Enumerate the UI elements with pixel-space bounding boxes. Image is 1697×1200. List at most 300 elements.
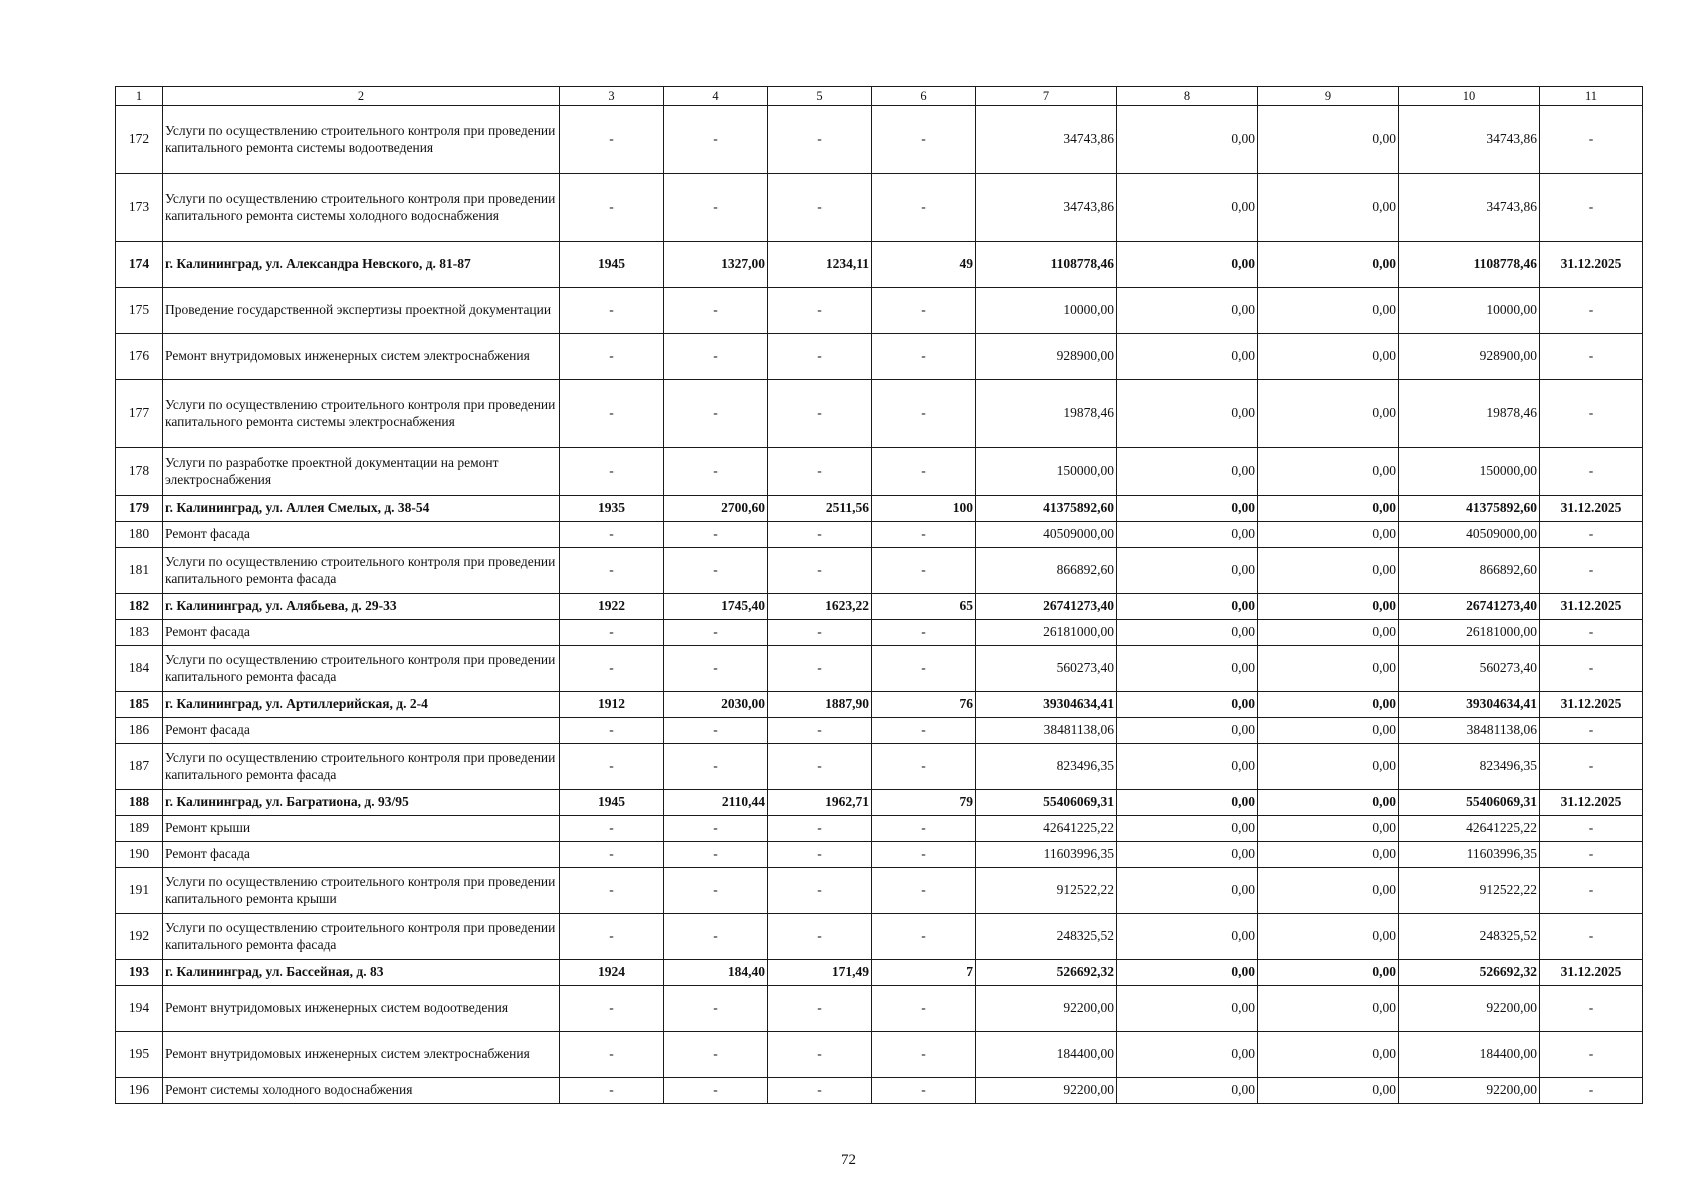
cell-row-number: 178 <box>116 448 163 496</box>
cell-row-number: 183 <box>116 620 163 646</box>
cell-residents-count: - <box>872 620 976 646</box>
cell-year-built: - <box>560 334 664 380</box>
cell-living-area: - <box>768 842 872 868</box>
cell-year-built: - <box>560 288 664 334</box>
cell-living-area: 1623,22 <box>768 594 872 620</box>
table-row <box>116 522 1643 548</box>
cell-residents-count: - <box>872 842 976 868</box>
header-cell-7: 7 <box>976 87 1117 106</box>
cell-row-description: г. Калининград, ул. Багратиона, д. 93/95 <box>163 790 560 816</box>
cell-living-area: - <box>768 1078 872 1104</box>
table-row <box>116 744 1643 790</box>
cell-cost-col-8: 0,00 <box>1117 380 1258 448</box>
cell-total-cost: 26181000,00 <box>976 620 1117 646</box>
cell-total-cost: 560273,40 <box>976 646 1117 692</box>
cell-living-area: - <box>768 620 872 646</box>
cell-total-cost: 526692,32 <box>976 960 1117 986</box>
cell-cost-col-8: 0,00 <box>1117 986 1258 1032</box>
cell-completion-date: - <box>1540 548 1643 594</box>
cell-year-built: - <box>560 842 664 868</box>
cell-living-area: - <box>768 868 872 914</box>
cell-completion-date: - <box>1540 106 1643 174</box>
cell-cost-col-8: 0,00 <box>1117 496 1258 522</box>
cell-residents-count: - <box>872 718 976 744</box>
cell-row-description: Услуги по осуществлению строительного контроля при проведении капитального ремонта фасада <box>163 914 560 960</box>
data-table <box>115 86 1643 1104</box>
cell-completion-date: - <box>1540 816 1643 842</box>
cell-cost-col-10: 41375892,60 <box>1399 496 1540 522</box>
cell-cost-col-9: 0,00 <box>1258 718 1399 744</box>
cell-total-area: - <box>664 914 768 960</box>
cell-total-cost: 41375892,60 <box>976 496 1117 522</box>
cell-cost-col-8: 0,00 <box>1117 448 1258 496</box>
cell-cost-col-8: 0,00 <box>1117 548 1258 594</box>
cell-total-area: - <box>664 868 768 914</box>
cell-year-built: - <box>560 174 664 242</box>
cell-cost-col-10: 38481138,06 <box>1399 718 1540 744</box>
header-cell-11: 11 <box>1540 87 1643 106</box>
cell-row-number: 179 <box>116 496 163 522</box>
cell-total-area: - <box>664 744 768 790</box>
cell-year-built: - <box>560 914 664 960</box>
cell-completion-date: - <box>1540 174 1643 242</box>
cell-completion-date: - <box>1540 914 1643 960</box>
table-row <box>116 1032 1643 1078</box>
cell-row-description: Ремонт внутридомовых инженерных систем электроснабжения <box>163 334 560 380</box>
cell-row-description: г. Калининград, ул. Алябьева, д. 29-33 <box>163 594 560 620</box>
cell-living-area: - <box>768 288 872 334</box>
cell-row-description: Услуги по осуществлению строительного контроля при проведении капитального ремонта фасада <box>163 646 560 692</box>
cell-cost-col-9: 0,00 <box>1258 646 1399 692</box>
cell-living-area: - <box>768 744 872 790</box>
cell-living-area: - <box>768 816 872 842</box>
table-row <box>116 646 1643 692</box>
cell-total-cost: 184400,00 <box>976 1032 1117 1078</box>
cell-row-description: г. Калининград, ул. Бассейная, д. 83 <box>163 960 560 986</box>
cell-year-built: - <box>560 718 664 744</box>
cell-completion-date: 31.12.2025 <box>1540 594 1643 620</box>
cell-completion-date: 31.12.2025 <box>1540 790 1643 816</box>
cell-cost-col-9: 0,00 <box>1258 174 1399 242</box>
cell-row-description: г. Калининград, ул. Аллея Смелых, д. 38-54 <box>163 496 560 522</box>
cell-cost-col-8: 0,00 <box>1117 1032 1258 1078</box>
cell-cost-col-9: 0,00 <box>1258 106 1399 174</box>
table-row-address <box>116 790 1643 816</box>
cell-row-number: 188 <box>116 790 163 816</box>
cell-cost-col-10: 92200,00 <box>1399 986 1540 1032</box>
cell-row-description: Ремонт фасада <box>163 522 560 548</box>
cell-total-area: 1327,00 <box>664 242 768 288</box>
cell-living-area: - <box>768 522 872 548</box>
cell-row-number: 177 <box>116 380 163 448</box>
cell-total-area: - <box>664 986 768 1032</box>
cell-cost-col-10: 10000,00 <box>1399 288 1540 334</box>
cell-year-built: - <box>560 986 664 1032</box>
table-row-address <box>116 960 1643 986</box>
cell-cost-col-10: 823496,35 <box>1399 744 1540 790</box>
cell-cost-col-9: 0,00 <box>1258 790 1399 816</box>
cell-total-cost: 92200,00 <box>976 986 1117 1032</box>
cell-total-cost: 42641225,22 <box>976 816 1117 842</box>
cell-residents-count: - <box>872 868 976 914</box>
cell-row-number: 186 <box>116 718 163 744</box>
cell-residents-count: - <box>872 1032 976 1078</box>
cell-row-description: Ремонт фасада <box>163 842 560 868</box>
cell-completion-date: - <box>1540 1078 1643 1104</box>
cell-row-number: 194 <box>116 986 163 1032</box>
cell-completion-date: - <box>1540 718 1643 744</box>
cell-total-cost: 40509000,00 <box>976 522 1117 548</box>
cell-cost-col-8: 0,00 <box>1117 242 1258 288</box>
cell-completion-date: - <box>1540 986 1643 1032</box>
cell-completion-date: - <box>1540 288 1643 334</box>
cell-living-area: - <box>768 106 872 174</box>
cell-cost-col-8: 0,00 <box>1117 718 1258 744</box>
cell-total-cost: 248325,52 <box>976 914 1117 960</box>
cell-total-area: - <box>664 1078 768 1104</box>
cell-row-number: 189 <box>116 816 163 842</box>
header-cell-9: 9 <box>1258 87 1399 106</box>
cell-cost-col-9: 0,00 <box>1258 288 1399 334</box>
cell-cost-col-8: 0,00 <box>1117 868 1258 914</box>
cell-row-description: Проведение государственной экспертизы проектной документации <box>163 288 560 334</box>
table-row <box>116 816 1643 842</box>
cell-residents-count: - <box>872 816 976 842</box>
table-row-address <box>116 594 1643 620</box>
cell-cost-col-9: 0,00 <box>1258 522 1399 548</box>
cell-row-description: Услуги по осуществлению строительного контроля при проведении капитального ремонта системы водоотведения <box>163 106 560 174</box>
header-cell-8: 8 <box>1117 87 1258 106</box>
cell-year-built: 1945 <box>560 790 664 816</box>
cell-cost-col-10: 34743,86 <box>1399 106 1540 174</box>
cell-residents-count: - <box>872 174 976 242</box>
cell-completion-date: 31.12.2025 <box>1540 960 1643 986</box>
cell-row-number: 174 <box>116 242 163 288</box>
cell-total-area: - <box>664 106 768 174</box>
cell-total-cost: 26741273,40 <box>976 594 1117 620</box>
cell-living-area: 2511,56 <box>768 496 872 522</box>
cell-row-number: 192 <box>116 914 163 960</box>
cell-cost-col-9: 0,00 <box>1258 1032 1399 1078</box>
cell-year-built: - <box>560 548 664 594</box>
cell-living-area: 1887,90 <box>768 692 872 718</box>
cell-total-area: - <box>664 174 768 242</box>
cell-cost-col-8: 0,00 <box>1117 288 1258 334</box>
table-row-address <box>116 496 1643 522</box>
cell-total-area: 1745,40 <box>664 594 768 620</box>
header-cell-3: 3 <box>560 87 664 106</box>
cell-year-built: - <box>560 1032 664 1078</box>
cell-total-cost: 928900,00 <box>976 334 1117 380</box>
cell-cost-col-8: 0,00 <box>1117 522 1258 548</box>
table-row <box>116 914 1643 960</box>
cell-residents-count: - <box>872 548 976 594</box>
cell-row-description: г. Калининград, ул. Александра Невского, д. 81-87 <box>163 242 560 288</box>
cell-cost-col-8: 0,00 <box>1117 646 1258 692</box>
cell-cost-col-8: 0,00 <box>1117 790 1258 816</box>
cell-cost-col-9: 0,00 <box>1258 692 1399 718</box>
cell-completion-date: - <box>1540 1032 1643 1078</box>
cell-total-cost: 11603996,35 <box>976 842 1117 868</box>
cell-cost-col-8: 0,00 <box>1117 174 1258 242</box>
cell-cost-col-10: 1108778,46 <box>1399 242 1540 288</box>
table-row <box>116 380 1643 448</box>
cell-cost-col-10: 150000,00 <box>1399 448 1540 496</box>
cell-cost-col-8: 0,00 <box>1117 594 1258 620</box>
cell-row-number: 187 <box>116 744 163 790</box>
cell-total-area: - <box>664 620 768 646</box>
cell-year-built: - <box>560 522 664 548</box>
table-row <box>116 334 1643 380</box>
cell-living-area: - <box>768 334 872 380</box>
cell-total-area: - <box>664 522 768 548</box>
cell-cost-col-9: 0,00 <box>1258 496 1399 522</box>
cell-living-area: - <box>768 914 872 960</box>
cell-completion-date: 31.12.2025 <box>1540 242 1643 288</box>
cell-total-cost: 55406069,31 <box>976 790 1117 816</box>
cell-living-area: - <box>768 548 872 594</box>
cell-completion-date: - <box>1540 334 1643 380</box>
table-row <box>116 288 1643 334</box>
cell-residents-count: 49 <box>872 242 976 288</box>
cell-total-area: - <box>664 718 768 744</box>
cell-cost-col-10: 26181000,00 <box>1399 620 1540 646</box>
cell-completion-date: - <box>1540 448 1643 496</box>
cell-total-area: 184,40 <box>664 960 768 986</box>
table-row <box>116 548 1643 594</box>
cell-row-number: 172 <box>116 106 163 174</box>
cell-completion-date: - <box>1540 842 1643 868</box>
cell-cost-col-10: 560273,40 <box>1399 646 1540 692</box>
cell-residents-count: - <box>872 986 976 1032</box>
table-row <box>116 174 1643 242</box>
cell-cost-col-8: 0,00 <box>1117 692 1258 718</box>
cell-total-cost: 10000,00 <box>976 288 1117 334</box>
cell-row-description: Ремонт фасада <box>163 718 560 744</box>
cell-total-cost: 38481138,06 <box>976 718 1117 744</box>
cell-residents-count: - <box>872 914 976 960</box>
cell-year-built: - <box>560 106 664 174</box>
cell-row-description: г. Калининград, ул. Артиллерийская, д. 2-4 <box>163 692 560 718</box>
cell-total-cost: 39304634,41 <box>976 692 1117 718</box>
cell-total-area: 2110,44 <box>664 790 768 816</box>
cell-residents-count: 79 <box>872 790 976 816</box>
cell-cost-col-10: 526692,32 <box>1399 960 1540 986</box>
cell-cost-col-10: 19878,46 <box>1399 380 1540 448</box>
cell-year-built: - <box>560 448 664 496</box>
cell-cost-col-10: 92200,00 <box>1399 1078 1540 1104</box>
cell-completion-date: 31.12.2025 <box>1540 496 1643 522</box>
cell-residents-count: - <box>872 448 976 496</box>
cell-total-cost: 34743,86 <box>976 174 1117 242</box>
header-cell-10: 10 <box>1399 87 1540 106</box>
cell-row-description: Ремонт внутридомовых инженерных систем электроснабжения <box>163 1032 560 1078</box>
cell-year-built: 1945 <box>560 242 664 288</box>
table-row <box>116 868 1643 914</box>
cell-cost-col-9: 0,00 <box>1258 868 1399 914</box>
cell-row-number: 175 <box>116 288 163 334</box>
table-body <box>116 87 1643 1104</box>
cell-residents-count: 65 <box>872 594 976 620</box>
cell-total-area: - <box>664 448 768 496</box>
cell-row-number: 195 <box>116 1032 163 1078</box>
cell-total-cost: 34743,86 <box>976 106 1117 174</box>
cell-row-number: 182 <box>116 594 163 620</box>
cell-residents-count: - <box>872 1078 976 1104</box>
cell-cost-col-9: 0,00 <box>1258 548 1399 594</box>
cell-row-number: 180 <box>116 522 163 548</box>
cell-row-description: Услуги по осуществлению строительного контроля при проведении капитального ремонта системы электроснабжения <box>163 380 560 448</box>
cell-completion-date: - <box>1540 868 1643 914</box>
cell-row-description: Услуги по осуществлению строительного контроля при проведении капитального ремонта фасада <box>163 744 560 790</box>
table-row <box>116 448 1643 496</box>
cell-residents-count: - <box>872 522 976 548</box>
cell-cost-col-10: 34743,86 <box>1399 174 1540 242</box>
cell-residents-count: 7 <box>872 960 976 986</box>
table-row-address <box>116 692 1643 718</box>
cell-year-built: - <box>560 868 664 914</box>
cell-row-number: 184 <box>116 646 163 692</box>
cell-row-number: 176 <box>116 334 163 380</box>
cell-year-built: 1924 <box>560 960 664 986</box>
cell-living-area: - <box>768 1032 872 1078</box>
cell-cost-col-10: 40509000,00 <box>1399 522 1540 548</box>
cell-living-area: 1962,71 <box>768 790 872 816</box>
cell-residents-count: - <box>872 106 976 174</box>
cell-living-area: - <box>768 986 872 1032</box>
cell-completion-date: - <box>1540 744 1643 790</box>
cell-total-cost: 92200,00 <box>976 1078 1117 1104</box>
table-row <box>116 842 1643 868</box>
cell-year-built: - <box>560 816 664 842</box>
cell-year-built: - <box>560 620 664 646</box>
cell-cost-col-9: 0,00 <box>1258 380 1399 448</box>
cell-year-built: - <box>560 646 664 692</box>
cell-residents-count: - <box>872 334 976 380</box>
cell-row-number: 185 <box>116 692 163 718</box>
cell-cost-col-9: 0,00 <box>1258 334 1399 380</box>
cell-total-area: - <box>664 646 768 692</box>
cell-cost-col-10: 912522,22 <box>1399 868 1540 914</box>
cell-total-area: 2700,60 <box>664 496 768 522</box>
cell-year-built: - <box>560 380 664 448</box>
cell-cost-col-8: 0,00 <box>1117 816 1258 842</box>
cell-row-number: 190 <box>116 842 163 868</box>
cell-year-built: 1935 <box>560 496 664 522</box>
cell-cost-col-8: 0,00 <box>1117 744 1258 790</box>
cell-total-area: - <box>664 1032 768 1078</box>
cell-total-area: 2030,00 <box>664 692 768 718</box>
cell-row-description: Ремонт крыши <box>163 816 560 842</box>
cell-living-area: 1234,11 <box>768 242 872 288</box>
cell-cost-col-9: 0,00 <box>1258 448 1399 496</box>
cell-completion-date: 31.12.2025 <box>1540 692 1643 718</box>
cell-year-built: 1922 <box>560 594 664 620</box>
cell-row-description: Услуги по разработке проектной документации на ремонт электроснабжения <box>163 448 560 496</box>
cell-completion-date: - <box>1540 646 1643 692</box>
cell-cost-col-9: 0,00 <box>1258 986 1399 1032</box>
cell-cost-col-10: 11603996,35 <box>1399 842 1540 868</box>
cell-row-description: Услуги по осуществлению строительного контроля при проведении капитального ремонта системы холодного водоснабжения <box>163 174 560 242</box>
cell-row-description: Услуги по осуществлению строительного контроля при проведении капитального ремонта крыши <box>163 868 560 914</box>
cell-residents-count: - <box>872 288 976 334</box>
cell-row-description: Услуги по осуществлению строительного контроля при проведении капитального ремонта фасада <box>163 548 560 594</box>
cell-row-number: 191 <box>116 868 163 914</box>
cell-living-area: - <box>768 448 872 496</box>
cell-residents-count: - <box>872 744 976 790</box>
cell-cost-col-10: 248325,52 <box>1399 914 1540 960</box>
cell-total-cost: 866892,60 <box>976 548 1117 594</box>
table-header-row <box>116 87 1643 106</box>
cell-cost-col-9: 0,00 <box>1258 914 1399 960</box>
header-cell-2: 2 <box>163 87 560 106</box>
cell-year-built: - <box>560 744 664 790</box>
cell-total-area: - <box>664 288 768 334</box>
cell-row-description: Ремонт внутридомовых инженерных систем водоотведения <box>163 986 560 1032</box>
cell-row-number: 181 <box>116 548 163 594</box>
cell-completion-date: - <box>1540 522 1643 548</box>
cell-total-area: - <box>664 842 768 868</box>
cell-living-area: - <box>768 718 872 744</box>
cell-total-cost: 150000,00 <box>976 448 1117 496</box>
header-cell-6: 6 <box>872 87 976 106</box>
cell-cost-col-9: 0,00 <box>1258 594 1399 620</box>
cell-cost-col-9: 0,00 <box>1258 960 1399 986</box>
cell-row-number: 196 <box>116 1078 163 1104</box>
cell-living-area: - <box>768 380 872 448</box>
cell-total-cost: 823496,35 <box>976 744 1117 790</box>
cell-cost-col-9: 0,00 <box>1258 620 1399 646</box>
cell-row-description: Ремонт фасада <box>163 620 560 646</box>
cell-living-area: - <box>768 646 872 692</box>
cell-cost-col-9: 0,00 <box>1258 816 1399 842</box>
cell-residents-count: - <box>872 380 976 448</box>
cell-year-built: 1912 <box>560 692 664 718</box>
cell-cost-col-10: 55406069,31 <box>1399 790 1540 816</box>
cell-cost-col-8: 0,00 <box>1117 842 1258 868</box>
cell-cost-col-9: 0,00 <box>1258 842 1399 868</box>
table-row <box>116 1078 1643 1104</box>
cell-residents-count: 100 <box>872 496 976 522</box>
header-cell-4: 4 <box>664 87 768 106</box>
cell-total-area: - <box>664 380 768 448</box>
cell-cost-col-10: 26741273,40 <box>1399 594 1540 620</box>
cell-cost-col-10: 866892,60 <box>1399 548 1540 594</box>
cell-cost-col-10: 42641225,22 <box>1399 816 1540 842</box>
cell-year-built: - <box>560 1078 664 1104</box>
cell-total-cost: 912522,22 <box>976 868 1117 914</box>
cell-cost-col-10: 39304634,41 <box>1399 692 1540 718</box>
cell-living-area: - <box>768 174 872 242</box>
cell-completion-date: - <box>1540 620 1643 646</box>
table-row-address <box>116 242 1643 288</box>
table-row <box>116 620 1643 646</box>
cell-cost-col-8: 0,00 <box>1117 106 1258 174</box>
cell-completion-date: - <box>1540 380 1643 448</box>
cell-cost-col-8: 0,00 <box>1117 914 1258 960</box>
cell-residents-count: - <box>872 646 976 692</box>
cell-cost-col-8: 0,00 <box>1117 334 1258 380</box>
cell-cost-col-9: 0,00 <box>1258 744 1399 790</box>
cell-total-area: - <box>664 548 768 594</box>
header-cell-5: 5 <box>768 87 872 106</box>
cell-cost-col-9: 0,00 <box>1258 1078 1399 1104</box>
cell-total-area: - <box>664 816 768 842</box>
cell-cost-col-8: 0,00 <box>1117 960 1258 986</box>
cell-cost-col-8: 0,00 <box>1117 620 1258 646</box>
cell-row-number: 173 <box>116 174 163 242</box>
cell-row-number: 193 <box>116 960 163 986</box>
